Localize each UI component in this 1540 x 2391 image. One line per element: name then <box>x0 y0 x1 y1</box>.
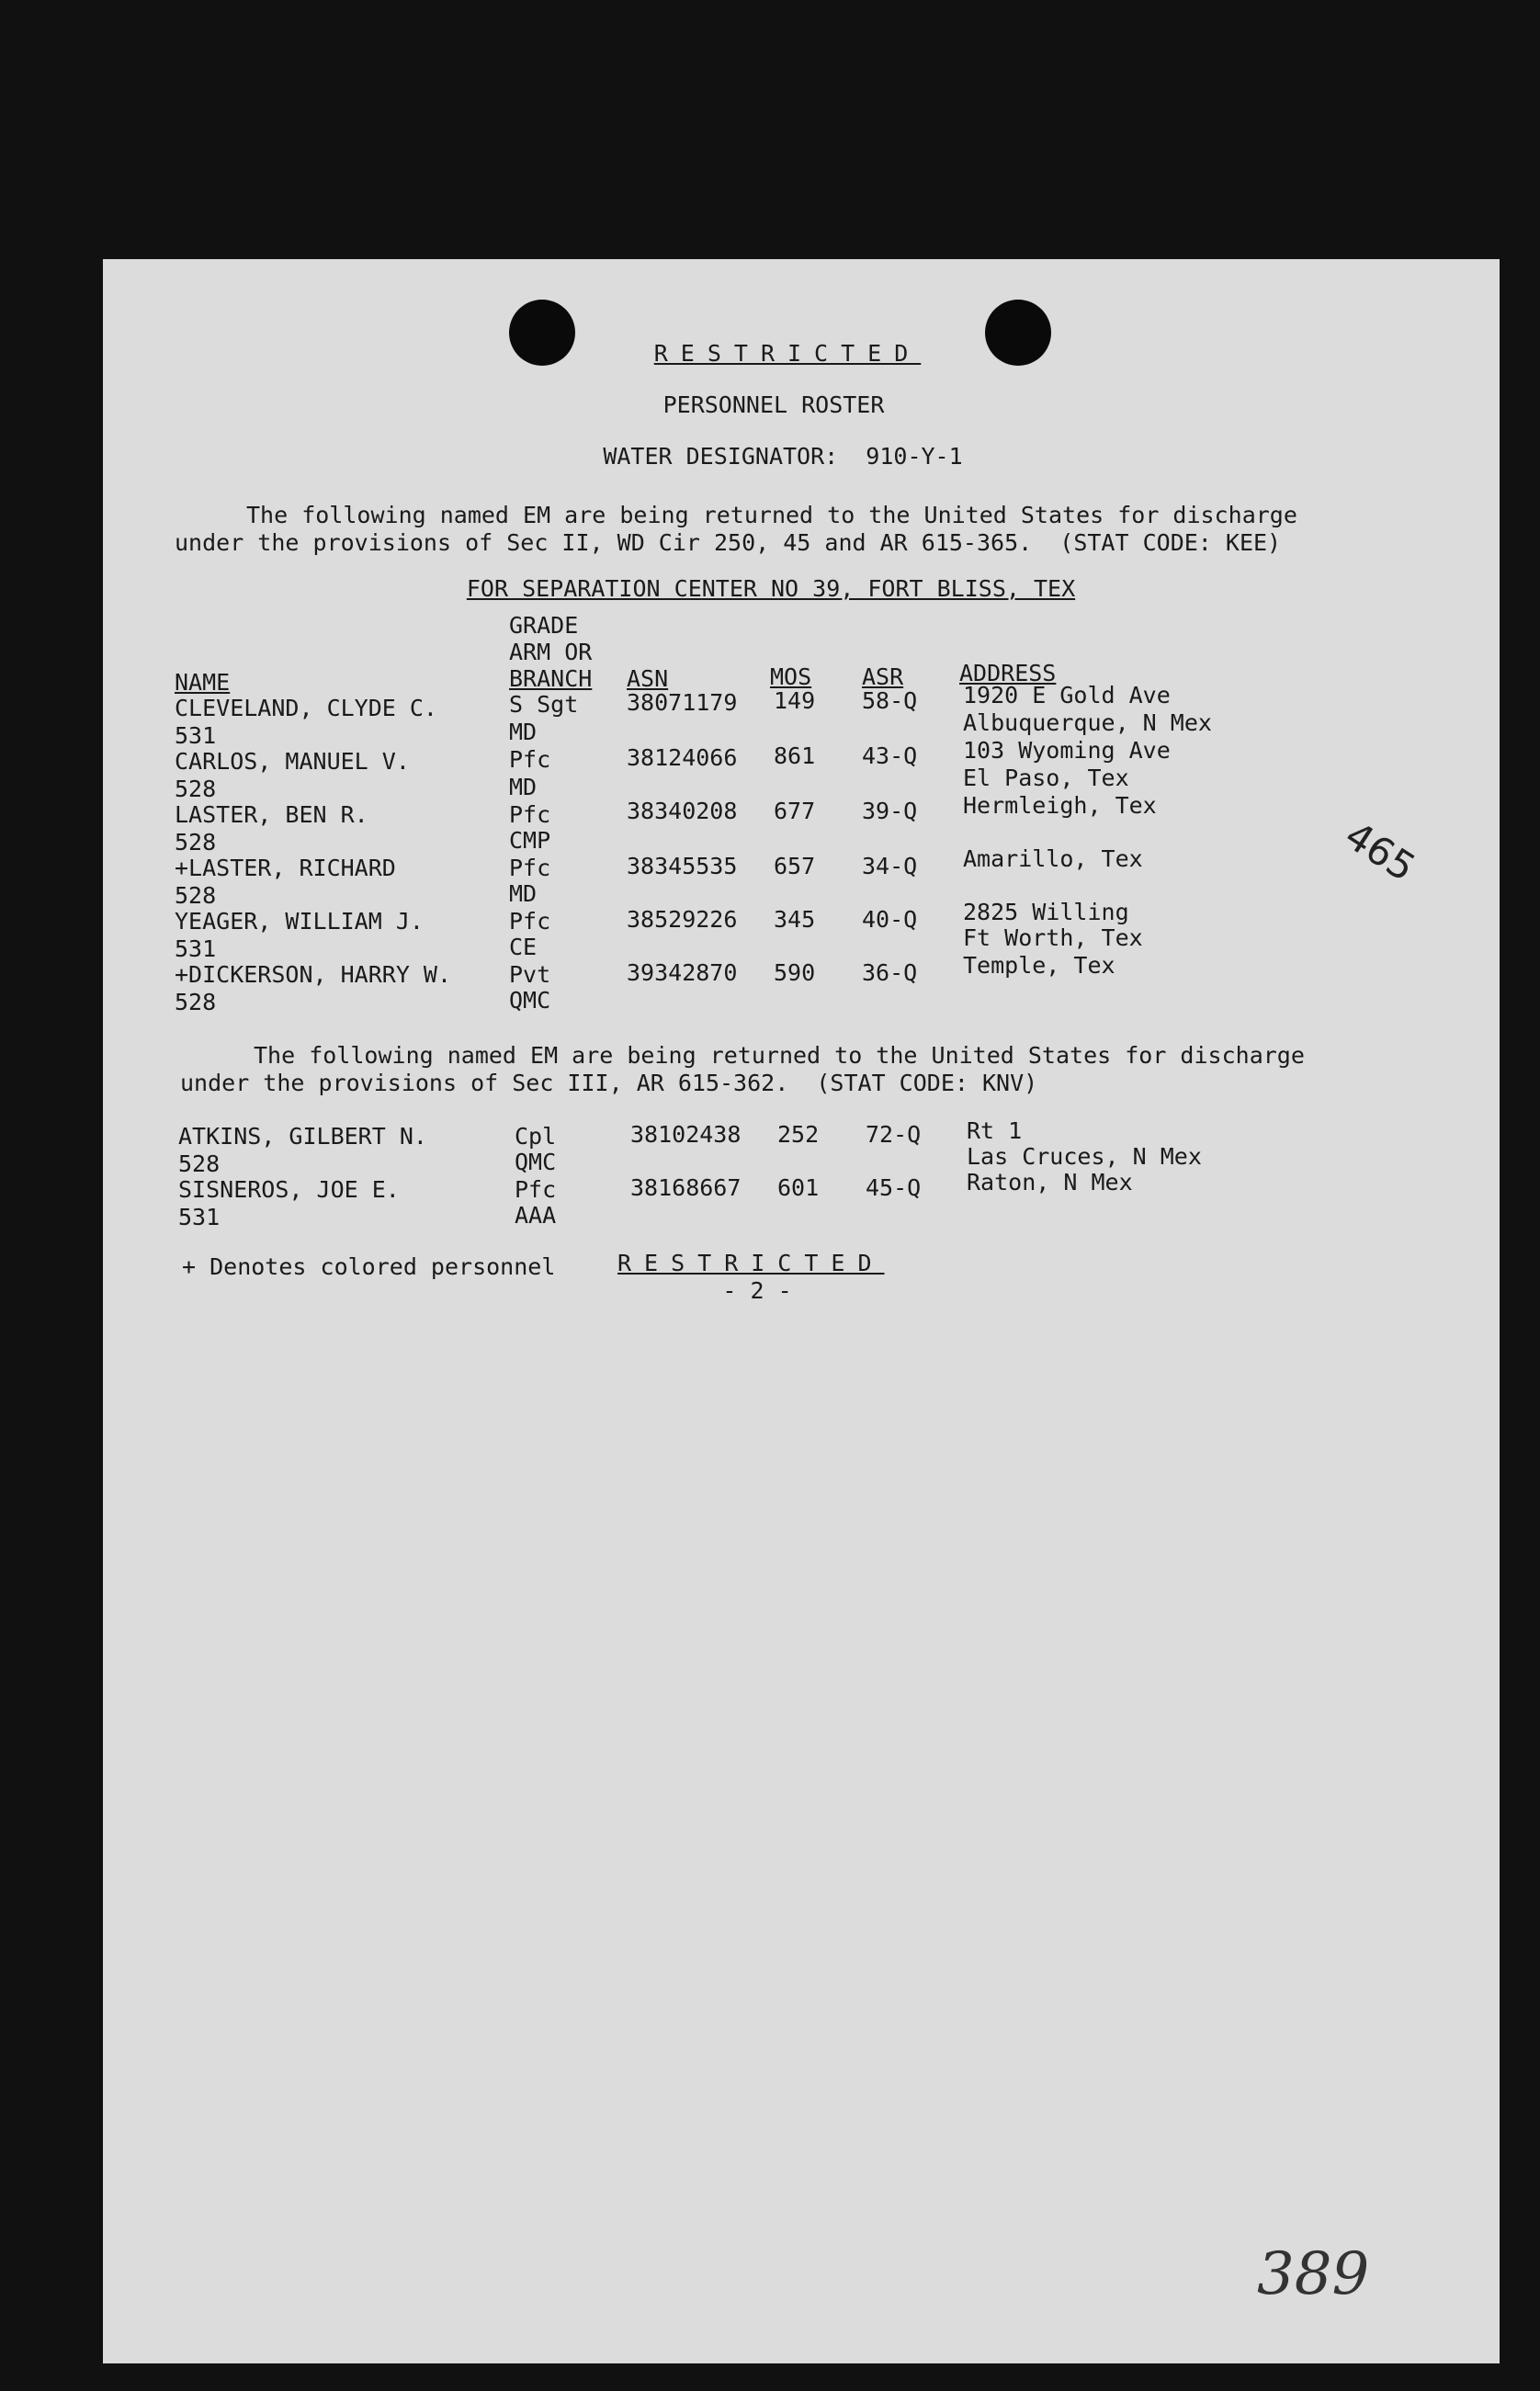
row-name: ATKINS, GILBERT N. <box>178 1123 427 1150</box>
row-grade: Pvt <box>509 961 551 988</box>
row-asr: 43-Q <box>862 742 918 769</box>
row-asn: 38340208 <box>627 798 738 824</box>
row-address-line2: Las Cruces, N Mex <box>967 1143 1202 1170</box>
handwritten-page-number: 389 <box>1257 2240 1370 2308</box>
row-branch: CE <box>509 934 538 960</box>
row-name: LASTER, BEN R. <box>175 801 368 828</box>
row-branch: MD <box>509 719 538 745</box>
row-branch: QMC <box>509 987 551 1014</box>
row-branch: MD <box>509 774 538 800</box>
row-address-line2: Albuquerque, N Mex <box>963 709 1212 736</box>
section1-intro-line2: under the provisions of Sec II, WD Cir 250, 45 and AR 615-365. (STAT CODE: KEE) <box>175 529 1282 556</box>
page-number: - 2 - <box>722 1277 792 1304</box>
row-mos: 590 <box>774 959 816 986</box>
row-address-line1: Rt 1 <box>967 1117 1023 1144</box>
row-mos: 149 <box>774 687 816 714</box>
section2-intro-line1: The following named EM are being returned to the United States for discharge <box>254 1042 1305 1069</box>
row-asn: 38071179 <box>627 689 738 716</box>
row-mos: 657 <box>774 853 816 879</box>
row-code: 531 <box>175 935 217 962</box>
row-grade: Pfc <box>509 746 551 773</box>
row-asr: 36-Q <box>862 959 918 986</box>
row-asn: 38345535 <box>627 853 738 879</box>
row-address-line1: 2825 Willing <box>963 899 1129 925</box>
row-code: 531 <box>178 1204 221 1230</box>
row-address-line1: Temple, Tex <box>963 952 1115 979</box>
row-code: 528 <box>175 776 217 802</box>
row-mos: 861 <box>774 742 816 769</box>
row-name: SISNEROS, JOE E. <box>178 1176 400 1203</box>
column-grade-line2: ARM OR <box>509 639 593 665</box>
row-grade: Pfc <box>509 908 551 935</box>
column-asr: ASR <box>862 663 904 690</box>
row-name: +DICKERSON, HARRY W. <box>175 961 452 988</box>
row-address-line1: Hermleigh, Tex <box>963 792 1157 819</box>
row-code: 528 <box>175 882 217 909</box>
row-address-line2: Ft Worth, Tex <box>963 924 1143 951</box>
restricted-footer: RESTRICTED <box>617 1250 885 1276</box>
row-asn: 38124066 <box>627 744 738 771</box>
row-grade: Pfc <box>515 1176 557 1203</box>
column-mos: MOS <box>770 663 812 690</box>
row-mos: 601 <box>777 1174 820 1201</box>
row-branch: QMC <box>515 1149 557 1175</box>
row-code: 528 <box>178 1150 221 1177</box>
column-address: ADDRESS <box>959 660 1057 686</box>
row-mos: 345 <box>774 906 816 933</box>
row-address-line1: 103 Wyoming Ave <box>963 737 1171 764</box>
row-mos: 677 <box>774 798 816 824</box>
row-address-line1: Raton, N Mex <box>967 1169 1133 1196</box>
section1-intro-line1: The following named EM are being returned to the United States for discharge <box>246 502 1297 528</box>
row-asr: 34-Q <box>862 853 918 879</box>
water-designator: WATER DESIGNATOR: 910-Y-1 <box>603 443 963 470</box>
row-address-line1: Amarillo, Tex <box>963 845 1143 872</box>
column-grade-line1: GRADE <box>509 612 579 639</box>
row-asr: 72-Q <box>866 1121 922 1148</box>
row-name: +LASTER, RICHARD <box>175 855 396 881</box>
restricted-header: RESTRICTED <box>653 340 922 367</box>
row-address-line1: 1920 E Gold Ave <box>963 682 1171 708</box>
row-address-line2: El Paso, Tex <box>963 765 1129 791</box>
row-mos: 252 <box>777 1121 820 1148</box>
document-page <box>103 259 1500 2363</box>
row-name: CLEVELAND, CLYDE C. <box>175 695 437 721</box>
row-asr: 45-Q <box>866 1174 922 1201</box>
column-grade-line3: BRANCH <box>509 665 593 692</box>
row-name: YEAGER, WILLIAM J. <box>175 908 424 935</box>
row-branch: AAA <box>515 1202 557 1229</box>
stamped-number: 465 <box>1337 812 1424 890</box>
column-name: NAME <box>175 669 231 696</box>
punch-hole-left <box>509 300 575 366</box>
punch-hole-right <box>985 300 1051 366</box>
row-asn: 38168667 <box>630 1174 742 1201</box>
row-code: 528 <box>175 829 217 856</box>
row-code: 531 <box>175 722 217 749</box>
roster-title: PERSONNEL ROSTER <box>662 391 885 418</box>
row-grade: Cpl <box>515 1123 557 1150</box>
row-branch: CMP <box>509 827 551 854</box>
row-grade: Pfc <box>509 801 551 828</box>
row-asn: 38529226 <box>627 906 738 933</box>
row-asr: 58-Q <box>862 687 918 714</box>
row-grade: S Sgt <box>509 691 579 718</box>
row-asr: 40-Q <box>862 906 918 933</box>
row-code: 528 <box>175 989 217 1015</box>
row-asn: 39342870 <box>627 959 738 986</box>
column-asn: ASN <box>627 665 669 692</box>
row-branch: MD <box>509 880 538 907</box>
row-grade: Pfc <box>509 855 551 881</box>
footer-note: + Denotes colored personnel <box>182 1253 556 1280</box>
separation-center-title: FOR SEPARATION CENTER NO 39, FORT BLISS, TEX <box>466 575 1076 602</box>
row-asr: 39-Q <box>862 798 918 824</box>
section2-intro-line2: under the provisions of Sec III, AR 615-362. (STAT CODE: KNV) <box>180 1070 1038 1096</box>
row-name: CARLOS, MANUEL V. <box>175 748 410 775</box>
row-asn: 38102438 <box>630 1121 742 1148</box>
